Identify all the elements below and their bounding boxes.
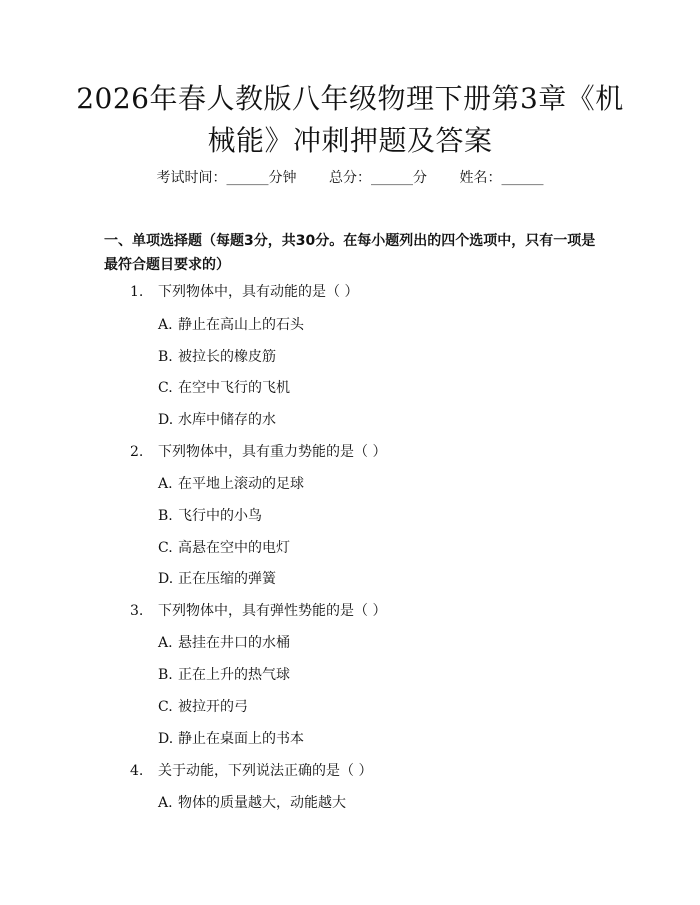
question-1-option-a <box>158 316 304 334</box>
question-1-option-d <box>158 411 276 429</box>
option-label: B. <box>158 349 173 365</box>
section-header: 一、单项选择题（每题3分，共30分。在每小题列出的四个选项中，只有一项是最符合题目要求的） <box>104 233 596 273</box>
question-text: 下列物体中，具有重力势能的是（ ） <box>158 444 387 460</box>
question-text: 下列物体中，具有弹性势能的是（ ） <box>158 603 387 619</box>
option-label: A. <box>158 317 173 333</box>
option-text: 被拉长的橡皮筋 <box>178 349 276 365</box>
option-text: 悬挂在井口的水桶 <box>178 635 290 651</box>
question-2-option-b <box>158 507 262 525</box>
student-name-field: 姓名：______ <box>459 170 544 186</box>
question-3-option-a <box>158 634 290 652</box>
option-label: A. <box>158 476 173 492</box>
question-number: 4. <box>130 763 144 779</box>
question-4 <box>130 762 372 780</box>
option-label: B. <box>158 508 173 524</box>
option-label: C. <box>158 699 173 715</box>
question-1-option-c <box>158 379 290 397</box>
question-text: 下列物体中，具有动能的是（ ） <box>158 284 359 300</box>
option-label: C. <box>158 380 173 396</box>
question-text: 关于动能，下列说法正确的是（ ） <box>158 763 373 779</box>
option-label: D. <box>158 571 174 587</box>
option-text: 物体的质量越大，动能越大 <box>178 795 346 811</box>
question-4-option-a <box>158 794 346 812</box>
option-label: D. <box>158 731 174 747</box>
question-2-option-a <box>158 475 304 493</box>
question-2 <box>130 443 386 461</box>
option-text: 正在上升的热气球 <box>178 667 290 683</box>
option-text: 水库中储存的水 <box>178 412 276 428</box>
question-3-option-b <box>158 666 290 684</box>
question-number: 3. <box>130 603 144 619</box>
question-number: 1. <box>130 284 144 300</box>
option-text: 在空中飞行的飞机 <box>178 380 290 396</box>
question-number: 2. <box>130 444 144 460</box>
total-score-field: 总分：______分 <box>329 170 427 186</box>
option-text: 被拉开的弓 <box>178 699 248 715</box>
option-label: D. <box>158 412 174 428</box>
question-1 <box>130 283 358 301</box>
option-text: 静止在桌面上的书本 <box>178 731 304 747</box>
question-2-option-d <box>158 570 276 588</box>
document-title: 2026年春人教版八年级物理下册第3章《机械能》冲刺押题及答案 <box>76 82 624 157</box>
option-text: 静止在高山上的石头 <box>178 317 304 333</box>
question-1-option-b <box>158 348 276 366</box>
question-3 <box>130 602 386 620</box>
option-text: 正在压缩的弹簧 <box>178 571 276 587</box>
question-3-option-d <box>158 730 304 748</box>
exam-time-field: 考试时间：______分钟 <box>156 170 297 186</box>
option-text: 在平地上滚动的足球 <box>178 476 304 492</box>
question-2-option-c <box>158 539 290 557</box>
option-text: 高悬在空中的电灯 <box>178 540 290 556</box>
option-text: 飞行中的小鸟 <box>178 508 262 524</box>
question-3-option-c <box>158 698 248 716</box>
option-label: A. <box>158 795 173 811</box>
option-label: C. <box>158 540 173 556</box>
option-label: B. <box>158 667 173 683</box>
exam-info-line <box>0 169 700 187</box>
option-label: A. <box>158 635 173 651</box>
